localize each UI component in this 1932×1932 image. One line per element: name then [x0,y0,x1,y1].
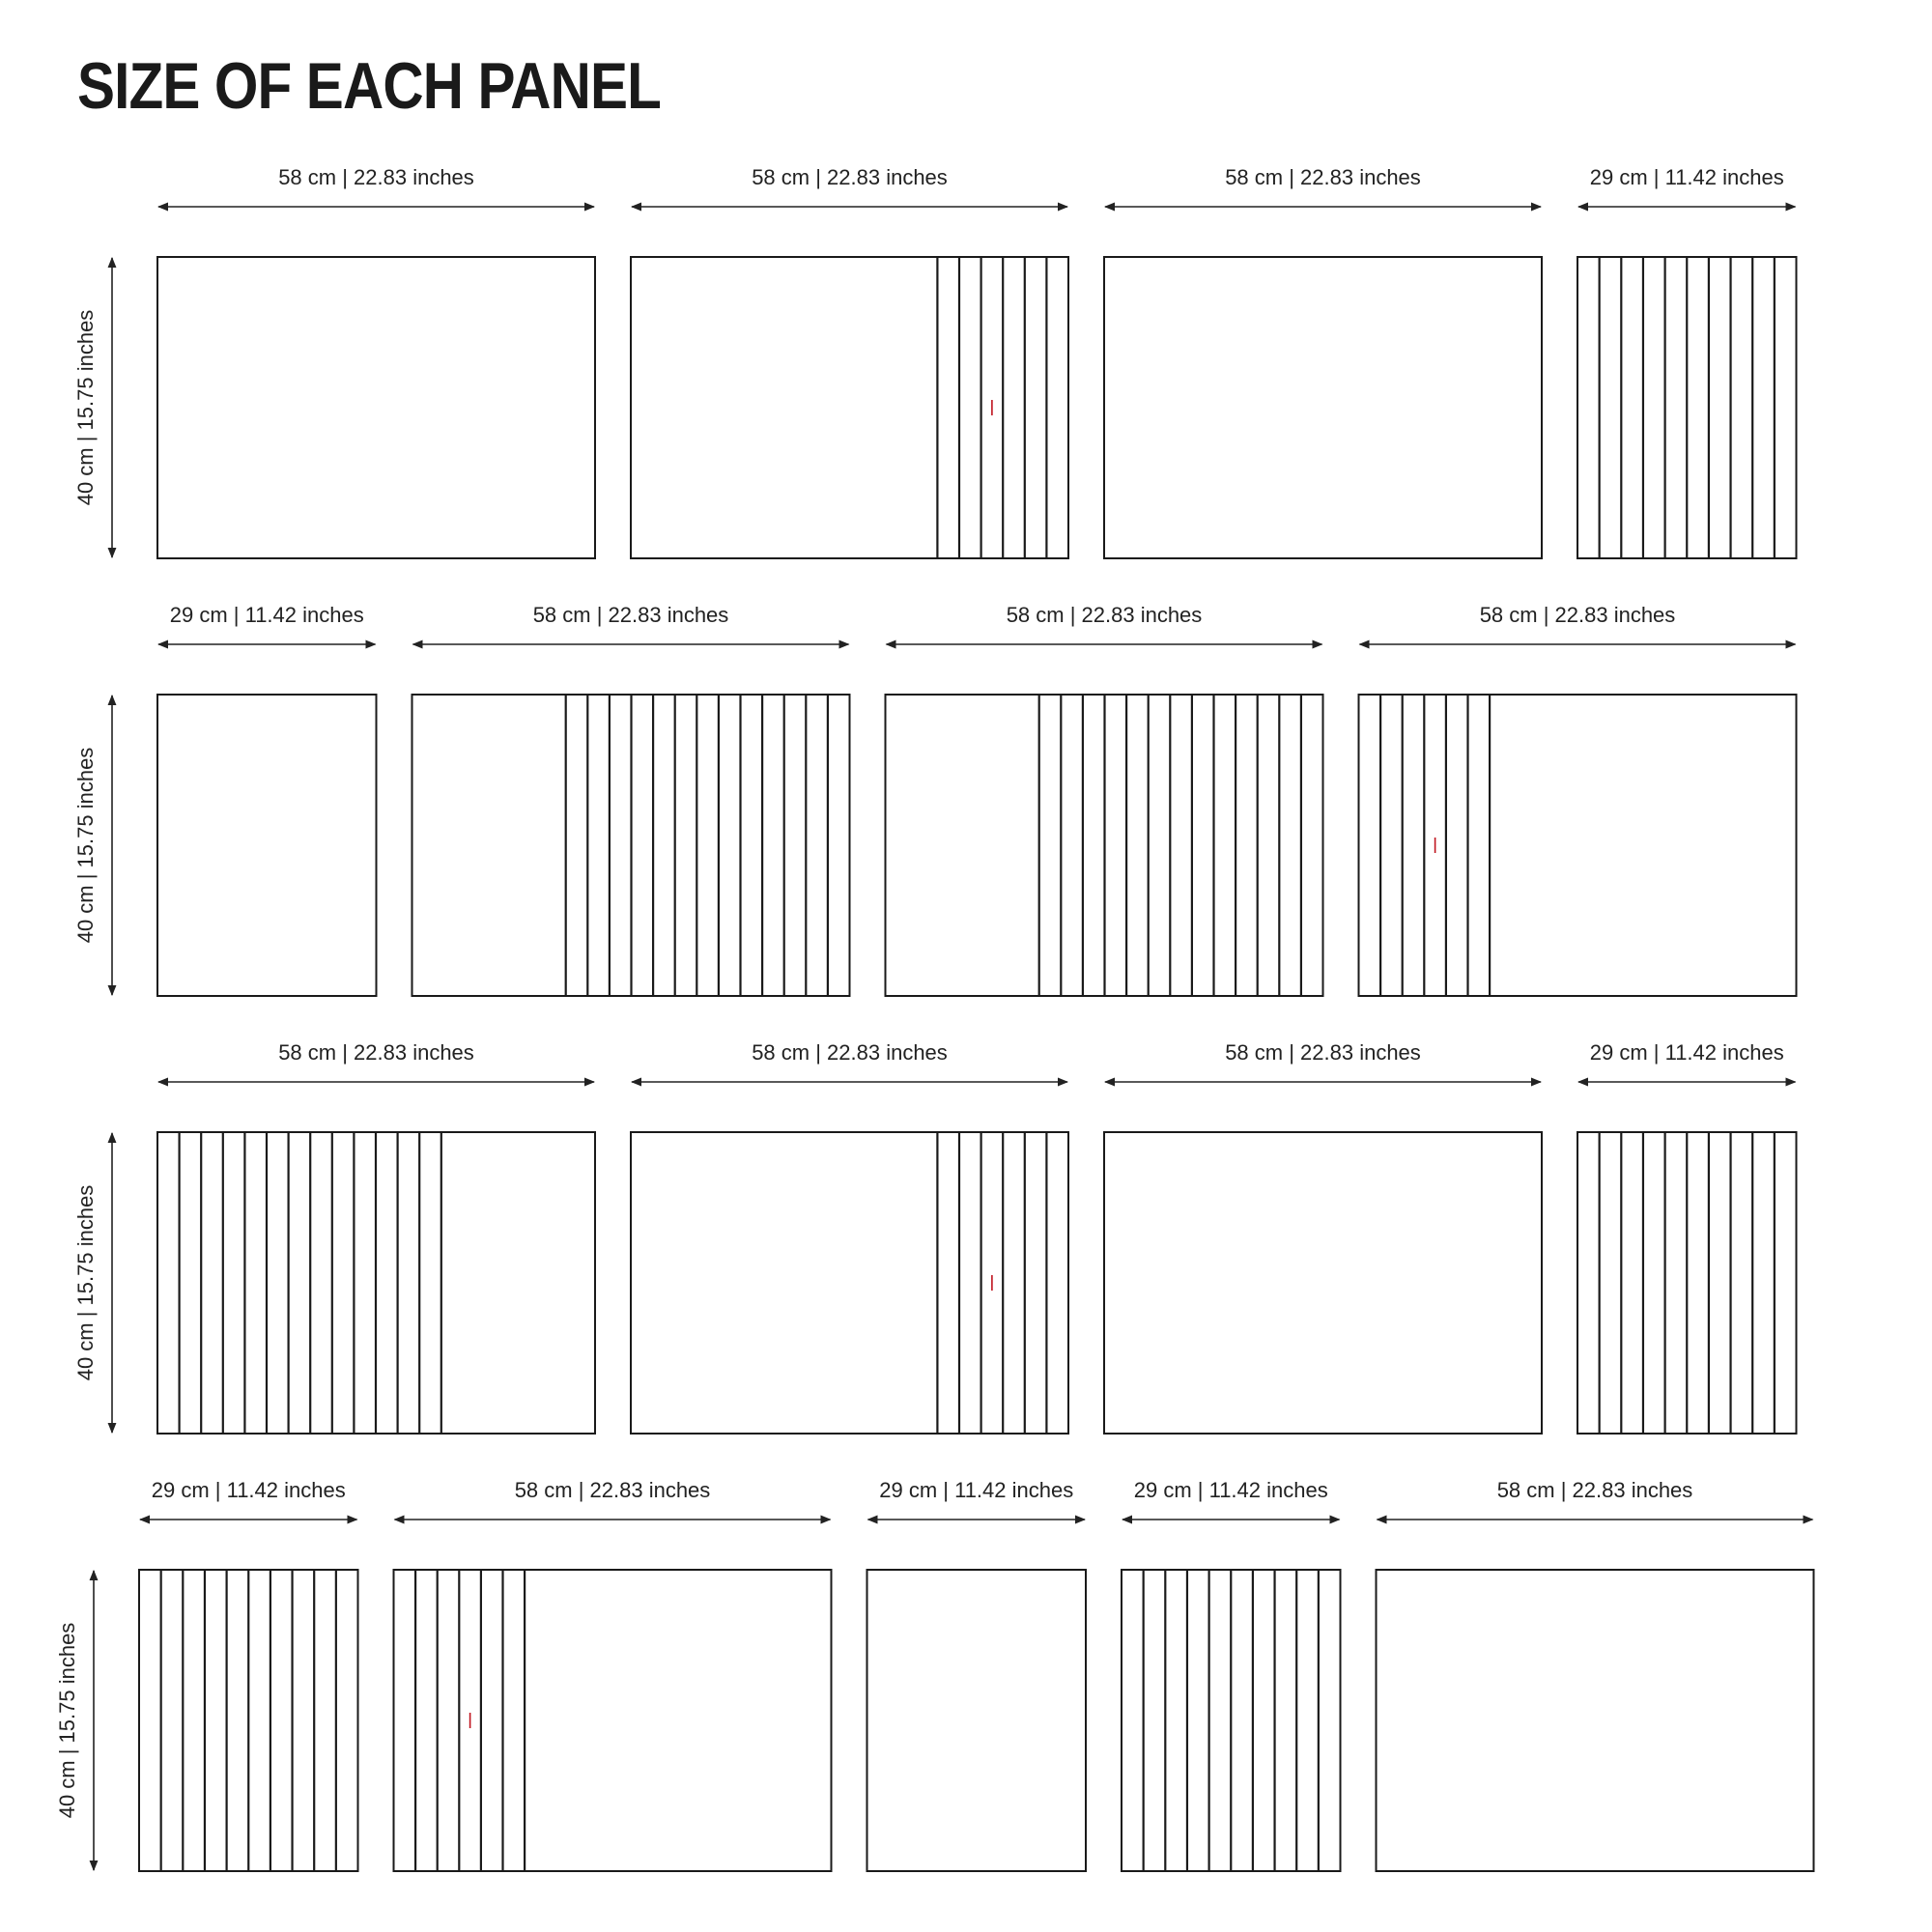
panel-row-3 [73,1040,1797,1434]
panel-outline [1104,257,1542,558]
panel-row-4 [55,1478,1814,1871]
width-label: 58 cm | 22.83 inches [752,1040,948,1065]
panel [394,1478,832,1871]
width-label: 29 cm | 11.42 inches [879,1478,1074,1502]
panel-row-1 [73,165,1797,558]
panel [157,165,595,558]
width-label: 58 cm | 22.83 inches [278,165,474,189]
panel [1122,1478,1341,1871]
panel-outline [1104,1132,1542,1434]
panel [412,603,850,996]
width-label: 58 cm | 22.83 inches [1225,165,1421,189]
panel-outline [157,257,595,558]
panel [631,165,1068,558]
panel-row-2 [73,603,1797,996]
page-title: SIZE OF EACH PANEL [77,49,662,123]
panel [867,1478,1087,1871]
panel [157,603,377,996]
width-label: 58 cm | 22.83 inches [1225,1040,1421,1065]
width-label: 58 cm | 22.83 inches [278,1040,474,1065]
height-label: 40 cm | 15.75 inches [73,747,98,944]
panel [1577,165,1797,558]
height-label: 40 cm | 15.75 inches [73,309,98,506]
height-label: 40 cm | 15.75 inches [55,1622,79,1819]
panel [886,603,1323,996]
width-label: 29 cm | 11.42 inches [1133,1478,1328,1502]
panel-outline [1377,1570,1814,1871]
panel [1104,1040,1542,1434]
width-label: 29 cm | 11.42 inches [169,603,364,627]
panel [1377,1478,1814,1871]
panel [1359,603,1797,996]
height-label: 40 cm | 15.75 inches [73,1184,98,1381]
width-label: 29 cm | 11.42 inches [151,1478,346,1502]
width-label: 58 cm | 22.83 inches [532,603,729,627]
width-label: 58 cm | 22.83 inches [1006,603,1203,627]
panel [157,1040,595,1434]
panel [1577,1040,1797,1434]
width-label: 58 cm | 22.83 inches [1479,603,1676,627]
width-label: 29 cm | 11.42 inches [1589,165,1784,189]
panel-outline [867,1570,1087,1871]
panel-outline [157,695,377,996]
width-label: 58 cm | 22.83 inches [752,165,948,189]
width-label: 58 cm | 22.83 inches [514,1478,711,1502]
panel [139,1478,358,1871]
width-label: 58 cm | 22.83 inches [1496,1478,1693,1502]
width-label: 29 cm | 11.42 inches [1589,1040,1784,1065]
panel [1104,165,1542,558]
panel [631,1040,1068,1434]
